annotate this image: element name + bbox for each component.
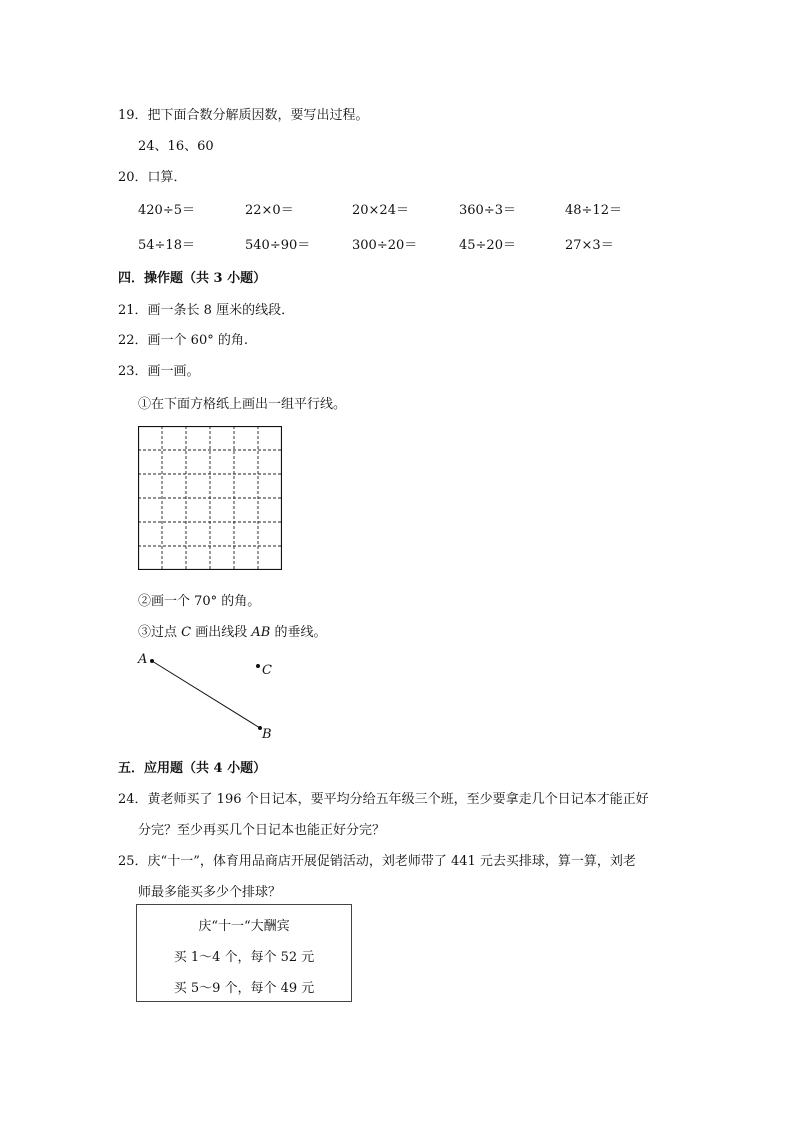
promo-tier-1: 买 1～4 个，每个 52 元 <box>173 950 315 965</box>
point-c <box>256 664 260 668</box>
q23-sub3-pre: 过点 <box>151 625 178 640</box>
section-4-title: 四．操作题（共 3 小题） <box>118 271 267 286</box>
q23-sub2: ②画一个 70° 的角。 <box>138 594 261 609</box>
promo-box <box>136 904 352 1002</box>
q20-item: 420÷5＝ <box>138 203 195 218</box>
promo-tier-2: 买 5～9 个，每个 49 元 <box>173 981 315 996</box>
q23-sub1: ①在下面方格纸上画出一组平行线。 <box>138 397 347 412</box>
q20-item: 45÷20＝ <box>459 238 516 253</box>
grid-paper <box>138 426 282 570</box>
label-b: B <box>262 727 272 742</box>
label-c: C <box>262 663 272 678</box>
q20-item: 22×0＝ <box>245 203 294 218</box>
q25-line2: 师最多能买多少个排球？ <box>138 885 282 900</box>
section-5-title: 五．应用题（共 4 小题） <box>118 761 267 776</box>
promo-title: 庆“十一“大酬宾 <box>198 919 290 934</box>
q20-item: 300÷20＝ <box>352 238 418 253</box>
q20-item: 27×3＝ <box>565 238 614 253</box>
segment-ab <box>152 661 260 728</box>
q19-prompt: 19．把下面合数分解质因数，要写出过程。 <box>118 108 369 123</box>
q24-line1: 24．黄老师买了 196 个日记本，要平均分给五年级三个班，至少要拿走几个日记本才能正好 <box>118 792 649 807</box>
q20-item: 360÷3＝ <box>459 203 516 218</box>
q20-item: 54÷18＝ <box>138 238 195 253</box>
q23-title: 23．画一画。 <box>118 364 200 379</box>
q23-sub3 <box>138 621 327 640</box>
point-a <box>150 659 154 663</box>
q20-item: 540÷90＝ <box>245 238 311 253</box>
q20-item: 20×24＝ <box>352 203 409 218</box>
q23-sub3-seg: AB <box>251 625 271 640</box>
q22-text: 22．画一个 60° 的角. <box>118 333 248 348</box>
q23-sub3-num: ③ <box>138 625 152 640</box>
label-a: A <box>138 652 148 667</box>
q19-numbers: 24、16、60 <box>138 139 214 154</box>
q23-sub3-mid: 画出线段 <box>195 625 248 640</box>
q23-sub3-point: C <box>181 625 192 640</box>
q25-line1: 25．庆“十一”，体育用品商店开展促销活动，刘老师带了 441 元去买排球，算一算，刘老 <box>118 854 636 869</box>
q21-text: 21．画一条长 8 厘米的线段． <box>118 303 295 318</box>
q24-line2: 分完？至少再买几个日记本也能正好分完？ <box>138 823 386 838</box>
q20-item: 48÷12＝ <box>565 203 622 218</box>
q20-prompt: 20．口算． <box>118 170 187 185</box>
q23-sub3-post: 的垂线。 <box>274 625 327 640</box>
